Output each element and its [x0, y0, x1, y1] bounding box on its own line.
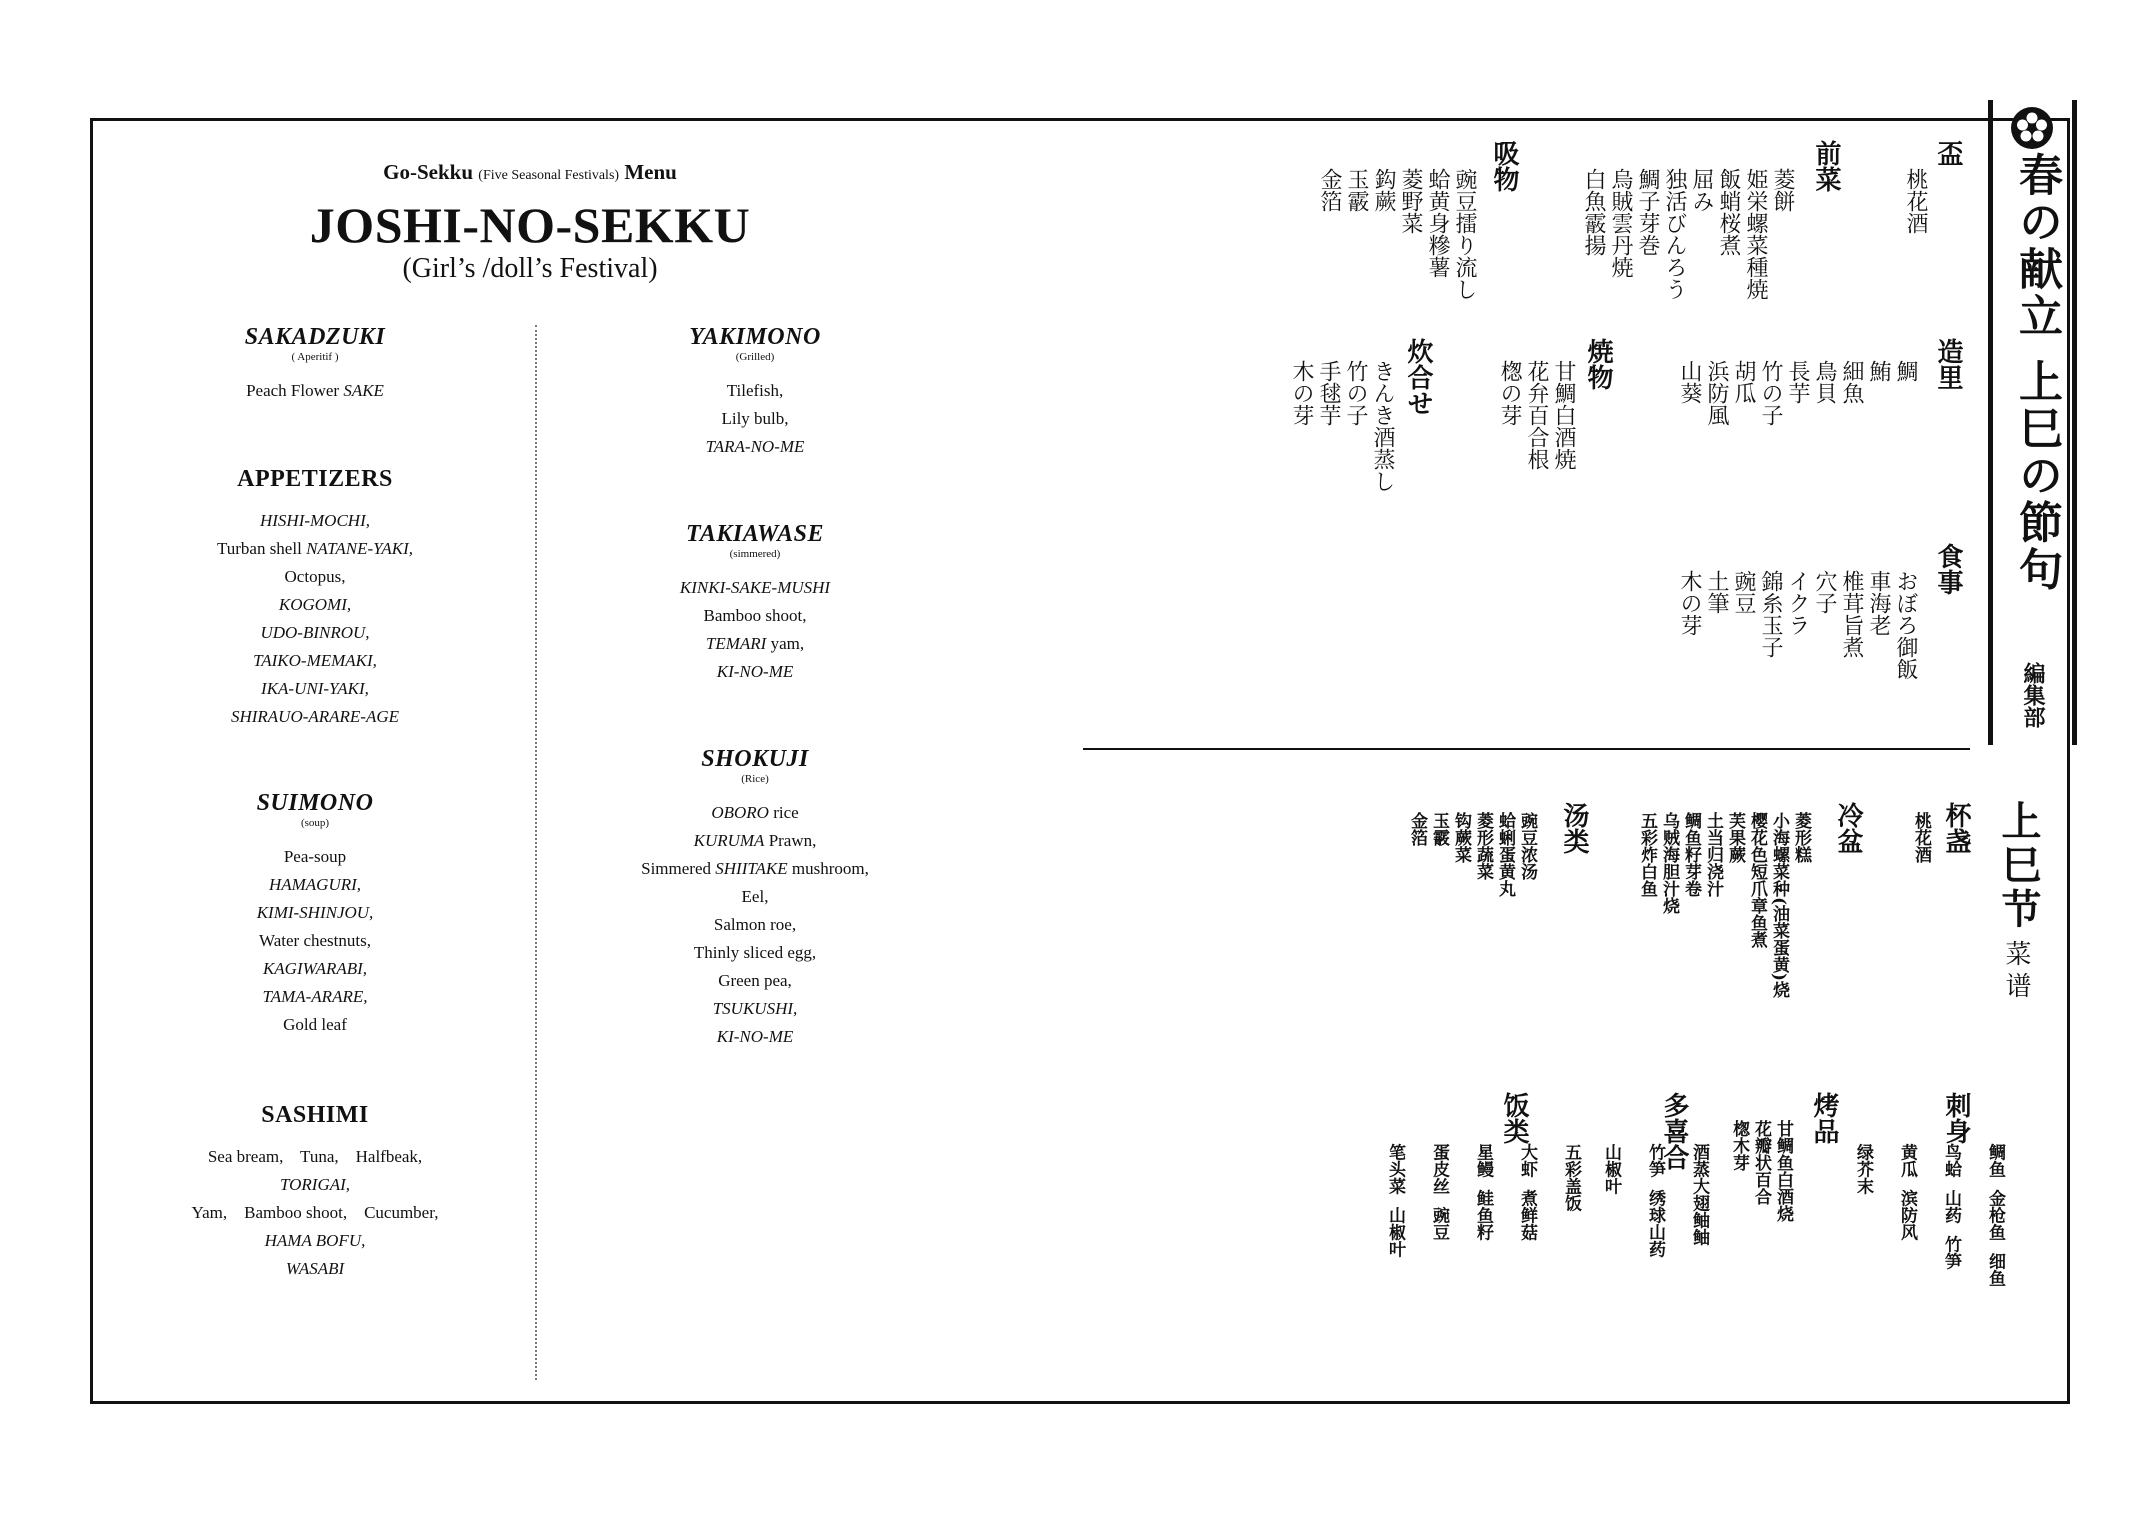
japanese-course-head: 焼物 — [1583, 338, 1613, 390]
japanese-course-items: 桃花酒 — [1903, 168, 1928, 234]
section-takiawase — [620, 521, 890, 686]
chinese-course-head: 杯盏 — [1941, 802, 1971, 854]
section-title: SAKADZUKI — [244, 324, 386, 350]
menu-item: KAGIWARABI, — [262, 959, 368, 978]
section-note: (Rice) — [741, 773, 769, 785]
menu-item: Yam, Bamboo shoot, Cucumber, — [191, 1203, 439, 1222]
chinese-course-items: 桃花酒 — [1911, 812, 1931, 863]
japanese-editor: 編集部 — [2020, 662, 2046, 728]
chinese-course-head: 饭类 — [1499, 1092, 1529, 1144]
menu-item: Octopus, — [284, 567, 346, 586]
section-divider — [1083, 748, 1970, 750]
japanese-course-head: 吸物 — [1489, 140, 1519, 192]
section-title: SASHIMI — [261, 1102, 369, 1128]
menu-item: Bamboo shoot, — [703, 606, 807, 625]
menu-item: TAIKO-MEMAKI, — [253, 651, 377, 670]
menu-item: KIMI-SHINJOU, — [256, 903, 374, 922]
japanese-course-items: きんき酒蒸し 竹の子 手毬芋 木の芽 — [1289, 360, 1395, 492]
chinese-title: 上巳节 — [1995, 800, 2042, 932]
menu-item: Thinly sliced egg, — [693, 943, 817, 962]
menu-item: OBORO rice — [711, 803, 799, 822]
menu-item: Eel, — [741, 887, 769, 906]
chinese-course-items: 甘鲷鱼白酒烧 花瓣状百合 楤木芽 — [1729, 1120, 1793, 1222]
section-title: YAKIMONO — [689, 324, 821, 350]
section-title: SUIMONO — [256, 790, 374, 816]
menu-item: SHIRAUO-ARARE-AGE — [230, 707, 400, 726]
chinese-course-items: 菱形糕 小海螺菜种(油菜蛋黄)烧 樱花色短爪章鱼煮 芙果蕨 土当归浇汁 鲷鱼籽芽卷 乌贼海胆汁烧 五彩炸白鱼 — [1637, 812, 1811, 999]
menu-item: KI-NO-ME — [716, 1027, 794, 1046]
japanese-title: 春の献立 上巳の節句 — [2011, 152, 2062, 594]
section-title: TAKIAWASE — [686, 521, 824, 547]
menu-item: Lily bulb, — [721, 409, 789, 428]
menu-item: KI-NO-ME — [716, 662, 794, 681]
menu-item: KOGOMI, — [278, 595, 352, 614]
japanese-course-items: 菱餅 姫栄螺菜種焼 飯蛸桜煮 屈み 独活びんろう 鯛子芽巻 烏賊雲丹焼 白魚霰揚 — [1581, 168, 1795, 300]
japanese-course-head: 食事 — [1933, 543, 1963, 595]
menu-item: Pea-soup — [283, 847, 347, 866]
page-subtitle: (Girl’s /doll’s Festival) — [402, 253, 658, 284]
column-divider — [535, 325, 537, 1380]
plum-blossom-icon — [2010, 106, 2054, 150]
section-note: ( Aperitif ) — [291, 351, 339, 363]
section-yakimono — [640, 324, 870, 461]
menu-item: Tilefish, — [726, 381, 784, 400]
japanese-course-head: 盃 — [1933, 140, 1963, 166]
menu-item: IKA-UNI-YAKI, — [261, 679, 369, 698]
menu-item: Water chestnuts, — [259, 931, 371, 950]
chinese-course-items: 酒蒸大翅鲉鲉 竹笋 绣球山药 山椒叶 — [1601, 1143, 1709, 1258]
series-go-sekku: Go-Sekku — [383, 160, 474, 184]
menu-item: WASABI — [285, 1259, 345, 1278]
series-line — [250, 160, 810, 185]
menu-item: Green pea, — [718, 971, 792, 990]
chinese-course-items: 鲷鱼 金枪鱼 细鱼 鸟蛤 山药 竹笋 黄瓜 滨防风 绿芥末 — [1853, 1143, 2005, 1287]
chinese-course-head: 刺身 — [1941, 1092, 1971, 1144]
japanese-course-items: 豌豆擂り流し 蛤黄身糝薯 菱野菜 鈎蕨 玉霰 金箔 — [1317, 168, 1477, 300]
section-sashimi — [130, 1102, 500, 1283]
title-bar-right — [2072, 100, 2077, 745]
section-title: SHOKUJI — [701, 746, 809, 772]
series-note: (Five Seasonal Festivals) — [478, 168, 620, 183]
menu-item: KINKI-SAKE-MUSHI — [679, 578, 831, 597]
section-suimono — [200, 790, 430, 1039]
section-shokuji — [600, 746, 910, 1051]
menu-item: KURUMA Prawn, — [693, 831, 817, 850]
japanese-course-items: 甘鯛白酒焼 花弁百合根 楤の芽 — [1497, 360, 1576, 470]
chinese-subtitle: 菜谱 — [2001, 940, 2031, 1004]
chinese-course-head: 冷盆 — [1833, 802, 1863, 854]
menu-item: UDO-BINROU, — [260, 623, 370, 642]
japanese-course-items: 鯛 鮪 細魚 鳥貝 長芋 竹の子 胡瓜 浜防風 山葵 — [1677, 360, 1918, 426]
section-note: (simmered) — [729, 548, 781, 560]
menu-item: HISHI-MOCHI, — [259, 511, 370, 530]
menu-item: Turban shell NATANE-YAKI, — [216, 539, 414, 558]
japanese-course-head: 炊合せ — [1403, 338, 1433, 416]
chinese-course-items: 豌豆浓汤 蛤蜊蛋黄丸 菱形蔬菜 钩蕨菜 玉霰 金箔 — [1407, 812, 1537, 897]
section-title: APPETIZERS — [237, 466, 393, 492]
chinese-course-items: 五彩盖饭 大虾 煮鲜菇 星鳗 鲑鱼籽 蛋皮丝 豌豆 笔头菜 山椒叶 — [1385, 1143, 1581, 1258]
menu-item: TEMARI yam, — [705, 634, 805, 653]
section-note: (Grilled) — [735, 351, 775, 363]
chinese-course-head: 汤类 — [1559, 802, 1589, 854]
japanese-course-head: 前菜 — [1811, 140, 1841, 192]
menu-item: Gold leaf — [283, 1015, 347, 1034]
menu-item: TORIGAI, — [279, 1175, 351, 1194]
page-title: JOSHI-NO-SEKKU — [309, 197, 751, 253]
japanese-course-items: おぼろ御飯 車海老 椎茸旨煮 穴子 イクラ 錦糸玉子 豌豆 土筆 木の芽 — [1677, 570, 1918, 680]
section-sakadzuki — [200, 324, 430, 405]
series-menu: Menu — [624, 160, 677, 184]
japanese-course-head: 造里 — [1933, 338, 1963, 390]
section-note: (soup) — [300, 817, 330, 829]
menu-item: HAMA BOFU, — [264, 1231, 366, 1250]
menu-item: TSUKUSHI, — [712, 999, 798, 1018]
title-bar-left — [1988, 100, 1993, 745]
menu-item: Simmered SHIITAKE mushroom, — [641, 859, 869, 878]
menu-item: HAMAGURI, — [268, 875, 362, 894]
menu-item: TARA-NO-ME — [705, 437, 805, 456]
menu-item: TAMA-ARARE, — [262, 987, 368, 1006]
chinese-course-head: 多喜合 — [1659, 1092, 1689, 1170]
section-appetizers — [160, 466, 470, 731]
menu-item: Salmon roe, — [713, 915, 797, 934]
menu-item: Peach Flower SAKE — [246, 381, 384, 400]
chinese-course-head: 烤品 — [1809, 1092, 1839, 1144]
menu-item: Sea bream, Tuna, Halfbeak, — [207, 1147, 423, 1166]
